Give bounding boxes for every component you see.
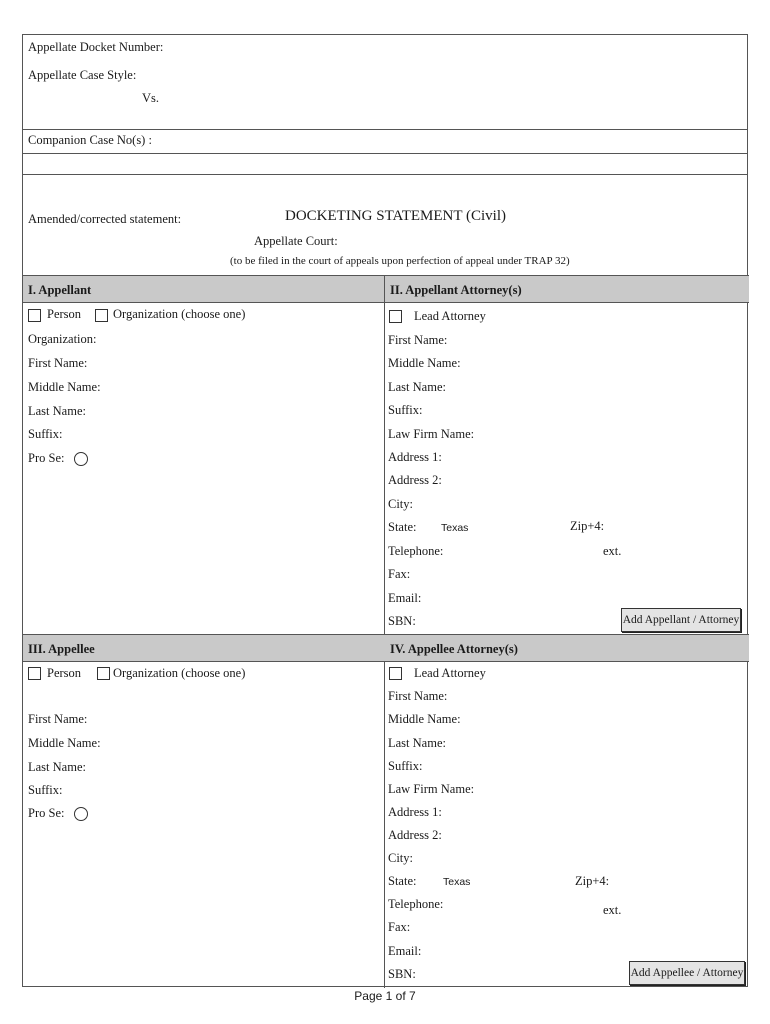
appellee-middle-name-field[interactable]: Middle Name: bbox=[28, 736, 101, 750]
atty-address2-field[interactable]: Address 2: bbox=[388, 473, 442, 487]
appellee-heading: III. Appellee bbox=[28, 642, 95, 656]
filing-note: (to be filed in the court of appeals upon perfection of appeal under TRAP 32) bbox=[230, 255, 570, 267]
appellee-organization-label: Organization (choose one) bbox=[113, 666, 246, 680]
appellee-first-name-field[interactable]: First Name: bbox=[28, 712, 88, 726]
add-appellee-attorney-button[interactable]: Add Appellee / Attorney bbox=[629, 961, 745, 985]
amended-statement-label: Amended/corrected statement: bbox=[28, 212, 182, 226]
appellee-last-name-field[interactable]: Last Name: bbox=[28, 760, 86, 774]
appellee-person-label: Person bbox=[47, 666, 82, 680]
versus-label: Vs. bbox=[142, 91, 160, 105]
atty-suffix-field[interactable]: Suffix: bbox=[388, 403, 423, 417]
ee-atty-state-select[interactable]: Texas bbox=[443, 876, 471, 888]
ee-atty-address1-field[interactable]: Address 1: bbox=[388, 805, 442, 819]
ee-atty-first-name-field[interactable]: First Name: bbox=[388, 689, 448, 703]
appellant-person-checkbox[interactable] bbox=[28, 309, 41, 322]
appellee-person-checkbox[interactable] bbox=[28, 667, 41, 680]
docketing-form bbox=[22, 34, 748, 987]
atty-zip-field[interactable]: Zip+4: bbox=[570, 519, 605, 533]
ee-atty-fax-field[interactable]: Fax: bbox=[388, 920, 411, 934]
atty-last-name-field[interactable]: Last Name: bbox=[388, 380, 446, 394]
atty-middle-name-field[interactable]: Middle Name: bbox=[388, 356, 461, 370]
appellant-heading: I. Appellant bbox=[28, 283, 92, 297]
appellee-attorney-heading: IV. Appellee Attorney(s) bbox=[390, 642, 518, 656]
appellee-pro-se-label: Pro Se: bbox=[28, 806, 65, 820]
appellant-person-label: Person bbox=[47, 307, 82, 321]
case-style-label: Appellate Case Style: bbox=[28, 68, 137, 82]
appellant-section-header bbox=[23, 275, 749, 303]
atty-state-label: State: bbox=[388, 520, 417, 534]
ee-atty-city-field[interactable]: City: bbox=[388, 851, 414, 865]
ee-atty-address2-field[interactable]: Address 2: bbox=[388, 828, 442, 842]
divider bbox=[23, 174, 747, 175]
appellant-pro-se-label: Pro Se: bbox=[28, 451, 65, 465]
atty-fax-field[interactable]: Fax: bbox=[388, 567, 411, 581]
appellate-court-label: Appellate Court: bbox=[254, 234, 338, 248]
column-divider bbox=[384, 275, 385, 988]
atty-law-firm-field[interactable]: Law Firm Name: bbox=[388, 427, 475, 441]
appellee-organization-checkbox[interactable] bbox=[97, 667, 110, 680]
atty-state-select[interactable]: Texas bbox=[441, 522, 469, 534]
atty-email-field[interactable]: Email: bbox=[388, 591, 422, 605]
page-number: Page 1 of 7 bbox=[354, 989, 416, 1003]
atty-city-field[interactable]: City: bbox=[388, 497, 414, 511]
appellee-suffix-field[interactable]: Suffix: bbox=[28, 783, 63, 797]
appellant-middle-name-field[interactable]: Middle Name: bbox=[28, 380, 101, 394]
appellant-lead-attorney-checkbox[interactable] bbox=[389, 310, 402, 323]
appellant-pro-se-radio[interactable] bbox=[74, 452, 88, 466]
atty-telephone-field[interactable]: Telephone: bbox=[388, 544, 444, 558]
appellant-suffix-field[interactable]: Suffix: bbox=[28, 427, 63, 441]
appellant-attorney-heading: II. Appellant Attorney(s) bbox=[390, 283, 522, 297]
atty-sbn-field[interactable]: SBN: bbox=[388, 614, 416, 628]
ee-atty-middle-name-field[interactable]: Middle Name: bbox=[388, 712, 461, 726]
appellee-section-header bbox=[23, 634, 749, 662]
appellant-organization-label: Organization (choose one) bbox=[113, 307, 246, 321]
divider bbox=[23, 129, 747, 130]
ee-atty-ext-field[interactable]: ext. bbox=[603, 903, 622, 917]
docket-number-label: Appellate Docket Number: bbox=[28, 40, 164, 54]
ee-atty-suffix-field[interactable]: Suffix: bbox=[388, 759, 423, 773]
appellant-lead-attorney-label: Lead Attorney bbox=[414, 309, 486, 323]
appellee-lead-attorney-label: Lead Attorney bbox=[414, 666, 486, 680]
ee-atty-state-label: State: bbox=[388, 874, 417, 888]
ee-atty-telephone-field[interactable]: Telephone: bbox=[388, 897, 444, 911]
atty-ext-field[interactable]: ext. bbox=[603, 544, 622, 558]
atty-first-name-field[interactable]: First Name: bbox=[388, 333, 448, 347]
ee-atty-sbn-field[interactable]: SBN: bbox=[388, 967, 416, 981]
page-title: DOCKETING STATEMENT (Civil) bbox=[285, 208, 507, 224]
appellee-lead-attorney-checkbox[interactable] bbox=[389, 667, 402, 680]
ee-atty-email-field[interactable]: Email: bbox=[388, 944, 422, 958]
ee-atty-last-name-field[interactable]: Last Name: bbox=[388, 736, 446, 750]
ee-atty-law-firm-field[interactable]: Law Firm Name: bbox=[388, 782, 475, 796]
appellant-first-name-field[interactable]: First Name: bbox=[28, 356, 88, 370]
add-appellant-attorney-button[interactable]: Add Appellant / Attorney bbox=[621, 608, 741, 632]
divider bbox=[23, 153, 747, 154]
appellant-organization-checkbox[interactable] bbox=[95, 309, 108, 322]
appellee-pro-se-radio[interactable] bbox=[74, 807, 88, 821]
appellant-org-field[interactable]: Organization: bbox=[28, 332, 97, 346]
ee-atty-zip-field[interactable]: Zip+4: bbox=[575, 874, 610, 888]
atty-address1-field[interactable]: Address 1: bbox=[388, 450, 442, 464]
companion-case-label: Companion Case No(s) : bbox=[28, 133, 152, 147]
appellant-last-name-field[interactable]: Last Name: bbox=[28, 404, 86, 418]
